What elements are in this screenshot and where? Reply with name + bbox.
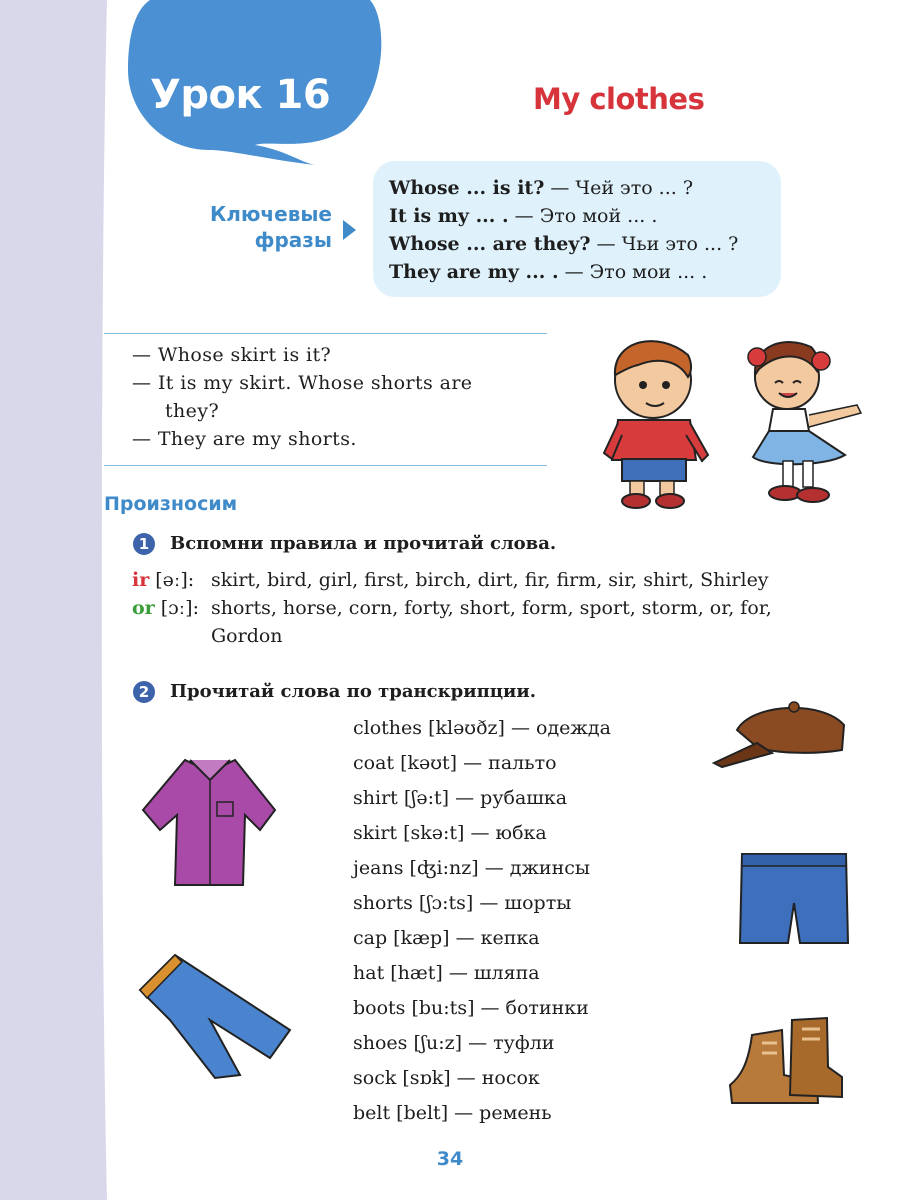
dialog-line: — They are my shorts.	[132, 428, 357, 450]
girl-illustration	[745, 335, 875, 515]
rule-words-ir: skirt, bird, girl, first, birch, dirt, fir, firm, sir, shirt, Shirley	[211, 569, 769, 591]
vocab-item: boots [bu:ts] — ботинки	[353, 997, 589, 1019]
key-phrase-line: Whose ... is it? — Чей это ... ?	[389, 177, 694, 199]
vocab-item: coat [kəʊt] — пальто	[353, 752, 557, 774]
task-number-badge: 1	[133, 533, 155, 555]
rule-words-or-cont: Gordon	[211, 625, 283, 647]
rule-label-or: or [ɔː]:	[132, 597, 199, 619]
dialog-bottom-rule	[104, 465, 547, 466]
task-instruction: Вспомни правила и прочитай слова.	[170, 533, 557, 554]
vocab-item: clothes [kləʊðz] — одежда	[353, 717, 611, 739]
dialog-top-rule	[104, 333, 547, 334]
key-phrases-box	[373, 161, 781, 297]
dialog-line: — Whose skirt is it?	[132, 344, 332, 366]
vocab-item: shoes [ʃu:z] — туфли	[353, 1032, 555, 1054]
rule-words-or: shorts, horse, corn, forty, short, form, sport, storm, or, for,	[211, 597, 772, 619]
vocab-item: cap [kæp] — кепка	[353, 927, 540, 949]
shirt-illustration	[135, 750, 285, 900]
dialog-line: — It is my skirt. Whose shorts are	[132, 372, 473, 394]
lesson-title: Урок 16	[150, 72, 331, 118]
task-number-badge: 2	[133, 681, 155, 703]
key-phrases-label-line2: фразы	[254, 228, 332, 252]
dialog-line: they?	[165, 400, 220, 422]
jeans-illustration	[130, 950, 295, 1080]
vocab-item: belt [belt] — ремень	[353, 1102, 552, 1124]
key-phrases-label-line1: Ключевые	[209, 202, 332, 226]
task-instruction: Прочитай слова по транскрипции.	[170, 681, 537, 702]
page-number: 34	[436, 1148, 464, 1170]
vocab-item: sock [sɒk] — носок	[353, 1067, 540, 1089]
topic-title: My clothes	[533, 82, 705, 116]
vocab-item: hat [hæt] — шляпа	[353, 962, 540, 984]
boots-illustration	[722, 1015, 847, 1110]
vocab-item: shirt [ʃə:t] — рубашка	[353, 787, 568, 809]
key-phrase-line: It is my ... . — Это мой ... .	[389, 205, 658, 227]
cap-illustration	[712, 695, 852, 770]
vocab-item: shorts [ʃɔ:ts] — шорты	[353, 892, 572, 914]
key-phrase-line: They are my ... . — Это мои ... .	[389, 261, 708, 283]
section-heading: Произносим	[104, 493, 238, 515]
shorts-illustration	[738, 848, 850, 948]
vocab-item: skirt [skə:t] — юбка	[353, 822, 547, 844]
arrow-right-icon	[341, 219, 357, 241]
rule-label-ir: ir [əː]:	[132, 569, 195, 591]
key-phrases-label	[190, 201, 332, 253]
vocab-item: jeans [ʤi:nz] — джинсы	[353, 857, 591, 879]
boy-illustration	[598, 335, 718, 515]
key-phrase-line: Whose ... are they? — Чьи это ... ?	[389, 233, 739, 255]
